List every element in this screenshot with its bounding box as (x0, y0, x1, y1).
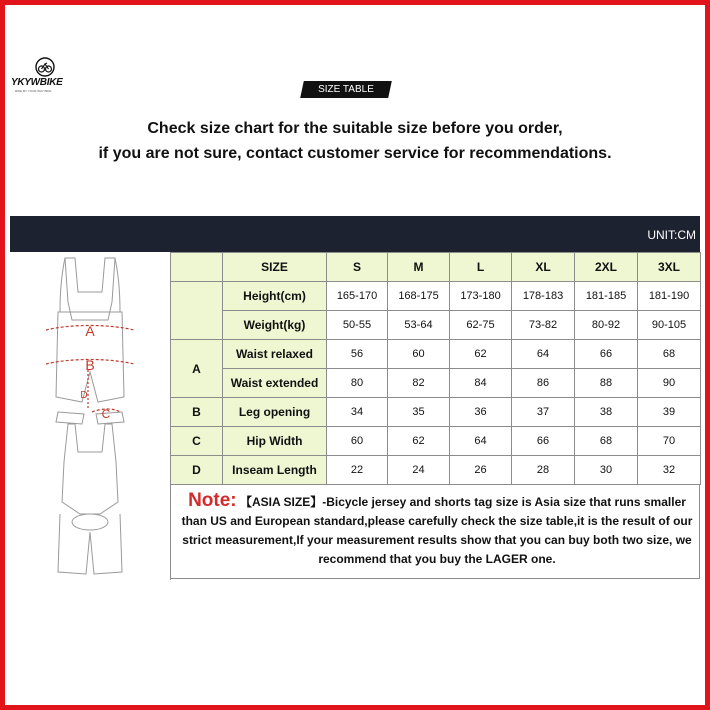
table-cell: 90 (638, 369, 701, 398)
brand-logo (11, 55, 83, 99)
table-cell: 36 (450, 398, 512, 427)
table-cell: 35 (388, 398, 450, 427)
group-cell: C (171, 427, 223, 456)
table-cell: 32 (638, 456, 701, 485)
row-label: Leg opening (223, 398, 327, 427)
table-cell: 64 (450, 427, 512, 456)
table-row (171, 456, 701, 485)
group-cell: A (171, 340, 223, 398)
table-cell: 39 (638, 398, 701, 427)
diagram-label-d: D (80, 390, 88, 401)
note-label: Note: (188, 490, 237, 511)
bicycle-logo-icon (35, 57, 55, 77)
table-cell: 66 (575, 340, 638, 369)
table-cell: 38 (575, 398, 638, 427)
size-col-header: M (388, 253, 450, 282)
heading-line-2: if you are not sure, contact customer service for recommendations. (98, 145, 612, 162)
row-label: Height(cm) (223, 282, 327, 311)
brand-tagline: RIDE BY YOUR WAY BIKE (15, 89, 52, 93)
table-cell: 66 (512, 427, 575, 456)
size-col-header: 2XL (575, 253, 638, 282)
size-col-header: S (327, 253, 388, 282)
section-tag-label: SIZE TABLE (318, 84, 374, 95)
table-cell: 84 (450, 369, 512, 398)
table-cell: 30 (575, 456, 638, 485)
table-corner-cell (171, 253, 223, 282)
table-row (171, 398, 701, 427)
table-cell: 88 (575, 369, 638, 398)
table-cell: 90-105 (638, 311, 701, 340)
row-label: Hip Width (223, 427, 327, 456)
group-cell (171, 282, 223, 340)
table-cell: 24 (388, 456, 450, 485)
table-cell: 80 (327, 369, 388, 398)
table-cell: 64 (512, 340, 575, 369)
table-cell: 173-180 (450, 282, 512, 311)
table-cell: 26 (450, 456, 512, 485)
table-cell: 34 (327, 398, 388, 427)
size-table (170, 252, 701, 485)
table-cell: 82 (388, 369, 450, 398)
section-tag (300, 81, 392, 98)
table-cell: 165-170 (327, 282, 388, 311)
group-cell: D (171, 456, 223, 485)
table-cell: 22 (327, 456, 388, 485)
size-col-header: L (450, 253, 512, 282)
size-note (170, 485, 700, 579)
table-cell: 181-185 (575, 282, 638, 311)
measurement-diagram (10, 252, 171, 580)
page-heading (5, 116, 705, 166)
row-label: Waist relaxed (223, 340, 327, 369)
table-cell: 181-190 (638, 282, 701, 311)
table-header-bar (10, 216, 700, 252)
size-col-header: 3XL (638, 253, 701, 282)
table-header-row (171, 253, 701, 282)
note-body (175, 491, 699, 569)
size-header: SIZE (223, 253, 327, 282)
unit-label: UNIT:CM (647, 228, 696, 242)
table-row (171, 282, 701, 311)
table-cell: 70 (638, 427, 701, 456)
table-cell: 62 (388, 427, 450, 456)
table-cell: 28 (512, 456, 575, 485)
table-cell: 68 (575, 427, 638, 456)
row-label: Weight(kg) (223, 311, 327, 340)
row-label: Waist extended (223, 369, 327, 398)
table-row (171, 369, 701, 398)
table-cell: 62 (450, 340, 512, 369)
table-row (171, 340, 701, 369)
table-row (171, 427, 701, 456)
table-cell: 86 (512, 369, 575, 398)
table-cell: 168-175 (388, 282, 450, 311)
table-cell: 60 (388, 340, 450, 369)
bib-shorts-diagram-icon (10, 252, 170, 580)
table-cell: 37 (512, 398, 575, 427)
heading-line-1: Check size chart for the suitable size before you order, (147, 120, 563, 137)
note-text: 【ASIA SIZE】-Bicycle jersey and shorts tag size is Asia size that runs smaller than US and European standard,please carefully check the size table,it is the result of our strict measurement,If your measurement results show that you can buy both two size, we recommend that you buy the LAGER one. (181, 495, 693, 566)
brand-name: YKYWBIKE (11, 77, 63, 88)
table-cell: 68 (638, 340, 701, 369)
table-cell: 56 (327, 340, 388, 369)
table-cell: 50-55 (327, 311, 388, 340)
diagram-label-a: A (85, 323, 95, 339)
diagram-label-c: C (101, 407, 111, 421)
group-cell: B (171, 398, 223, 427)
table-row (171, 311, 701, 340)
table-cell: 53-64 (388, 311, 450, 340)
table-cell: 73-82 (512, 311, 575, 340)
size-col-header: XL (512, 253, 575, 282)
table-cell: 80-92 (575, 311, 638, 340)
table-cell: 60 (327, 427, 388, 456)
table-cell: 178-183 (512, 282, 575, 311)
diagram-label-b: B (85, 357, 95, 373)
row-label: Inseam Length (223, 456, 327, 485)
table-cell: 62-75 (450, 311, 512, 340)
